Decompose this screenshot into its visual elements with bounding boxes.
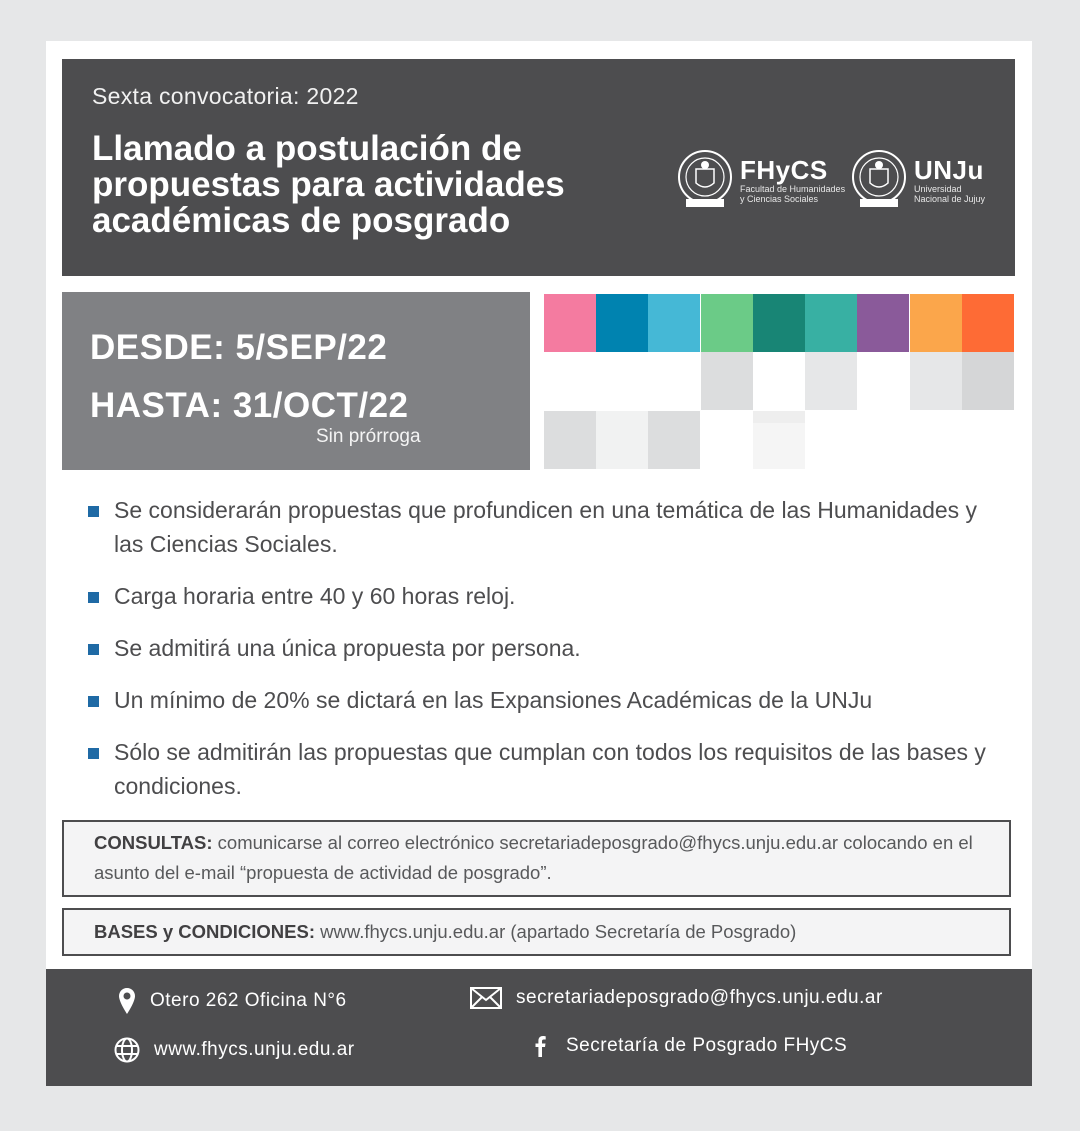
fhycs-logo-line2: y Ciencias Sociales [740,194,819,204]
unju-logo-line1: Universidad [914,184,962,194]
swatch-color [596,294,648,352]
university-seal-icon [676,147,734,213]
swatch-gray [544,411,596,469]
page-title: Llamado a postulación de propuestas para actividades académicas de posgrado [92,129,565,240]
header-banner [62,59,1015,276]
location-pin-icon [118,987,136,1015]
swatch-gray [648,411,700,469]
consultas-box [62,820,1011,897]
consultas-label: CONSULTAS: [94,832,213,853]
bullet-icon [88,644,99,655]
swatch-color [910,294,962,352]
start-date: DESDE: 5/SEP/22 [90,328,388,367]
mail-icon [470,987,502,1009]
unju-logo [850,147,985,213]
bases-label: BASES y CONDICIONES: [94,921,316,942]
list-item: Se admitirá una única propuesta por persona. [86,631,1006,665]
fhycs-logo [676,147,845,213]
swatch-gray [596,411,648,469]
swatch-color [544,294,596,352]
footer [46,969,1032,1086]
dates-panel [62,292,530,470]
fhycs-logo-line1: Facultad de Humanidades [740,184,846,194]
swatch-gray [701,352,753,410]
swatch-gray [910,352,962,410]
swatch-color [753,294,805,352]
footer-web[interactable] [114,1037,355,1063]
bullet-icon [88,592,99,603]
swatch-gray [805,352,857,410]
email-text[interactable]: secretariadeposgrado@fhycs.unju.edu.ar [516,987,883,1008]
swatch-gray [962,352,1014,410]
requirements-list [86,493,1006,821]
swatch-color [962,294,1014,352]
swatch-color [648,294,700,352]
swatch-color [701,294,753,352]
university-seal-icon [850,147,908,213]
list-item: Carga horaria entre 40 y 60 horas reloj. [86,579,1006,613]
address-text: Otero 262 Oficina N°6 [150,990,347,1011]
list-item: Un mínimo de 20% se dictará en las Expansiones Académicas de la UNJu [86,683,1006,717]
footer-address [118,987,347,1015]
footer-email[interactable] [470,987,883,1009]
color-mosaic [544,294,1016,470]
call-subtitle: Sexta convocatoria: 2022 [92,83,359,109]
no-extension-note: Sin prórroga [316,426,421,447]
flyer-card [46,41,1032,1086]
website-text[interactable]: www.fhycs.unju.edu.ar [154,1039,355,1060]
bases-text: www.fhycs.unju.edu.ar (apartado Secretaría de Posgrado) [320,921,797,942]
list-item: Se considerarán propuestas que profundicen en una temática de las Humanidades y las Ciencias Sociales. [86,493,1006,561]
facebook-text[interactable]: Secretaría de Posgrado FHyCS [566,1035,848,1056]
list-item: Sólo se admitirán las propuestas que cumplan con todos los requisitos de las bases y condiciones. [86,735,1006,803]
end-date: HASTA: 31/OCT/22 [90,386,409,425]
facebook-icon [534,1035,546,1057]
bullet-icon [88,696,99,707]
unju-logo-name: UNJu [914,155,984,185]
footer-facebook[interactable] [534,1035,847,1057]
swatch-color [857,294,909,352]
bullet-icon [88,506,99,517]
globe-icon [114,1037,140,1063]
swatch-color [805,294,857,352]
bullet-icon [88,748,99,759]
fhycs-logo-name: FHyCS [740,155,828,185]
unju-logo-line2: Nacional de Jujuy [914,194,986,204]
bases-box [62,908,1011,956]
swatch-gray [753,411,805,469]
consultas-text: comunicarse al correo electrónico secretariadeposgrado@fhycs.unju.edu.ar colocando en el asunto del e-mail “propuesta de actividad de posgrado”. [94,832,973,883]
